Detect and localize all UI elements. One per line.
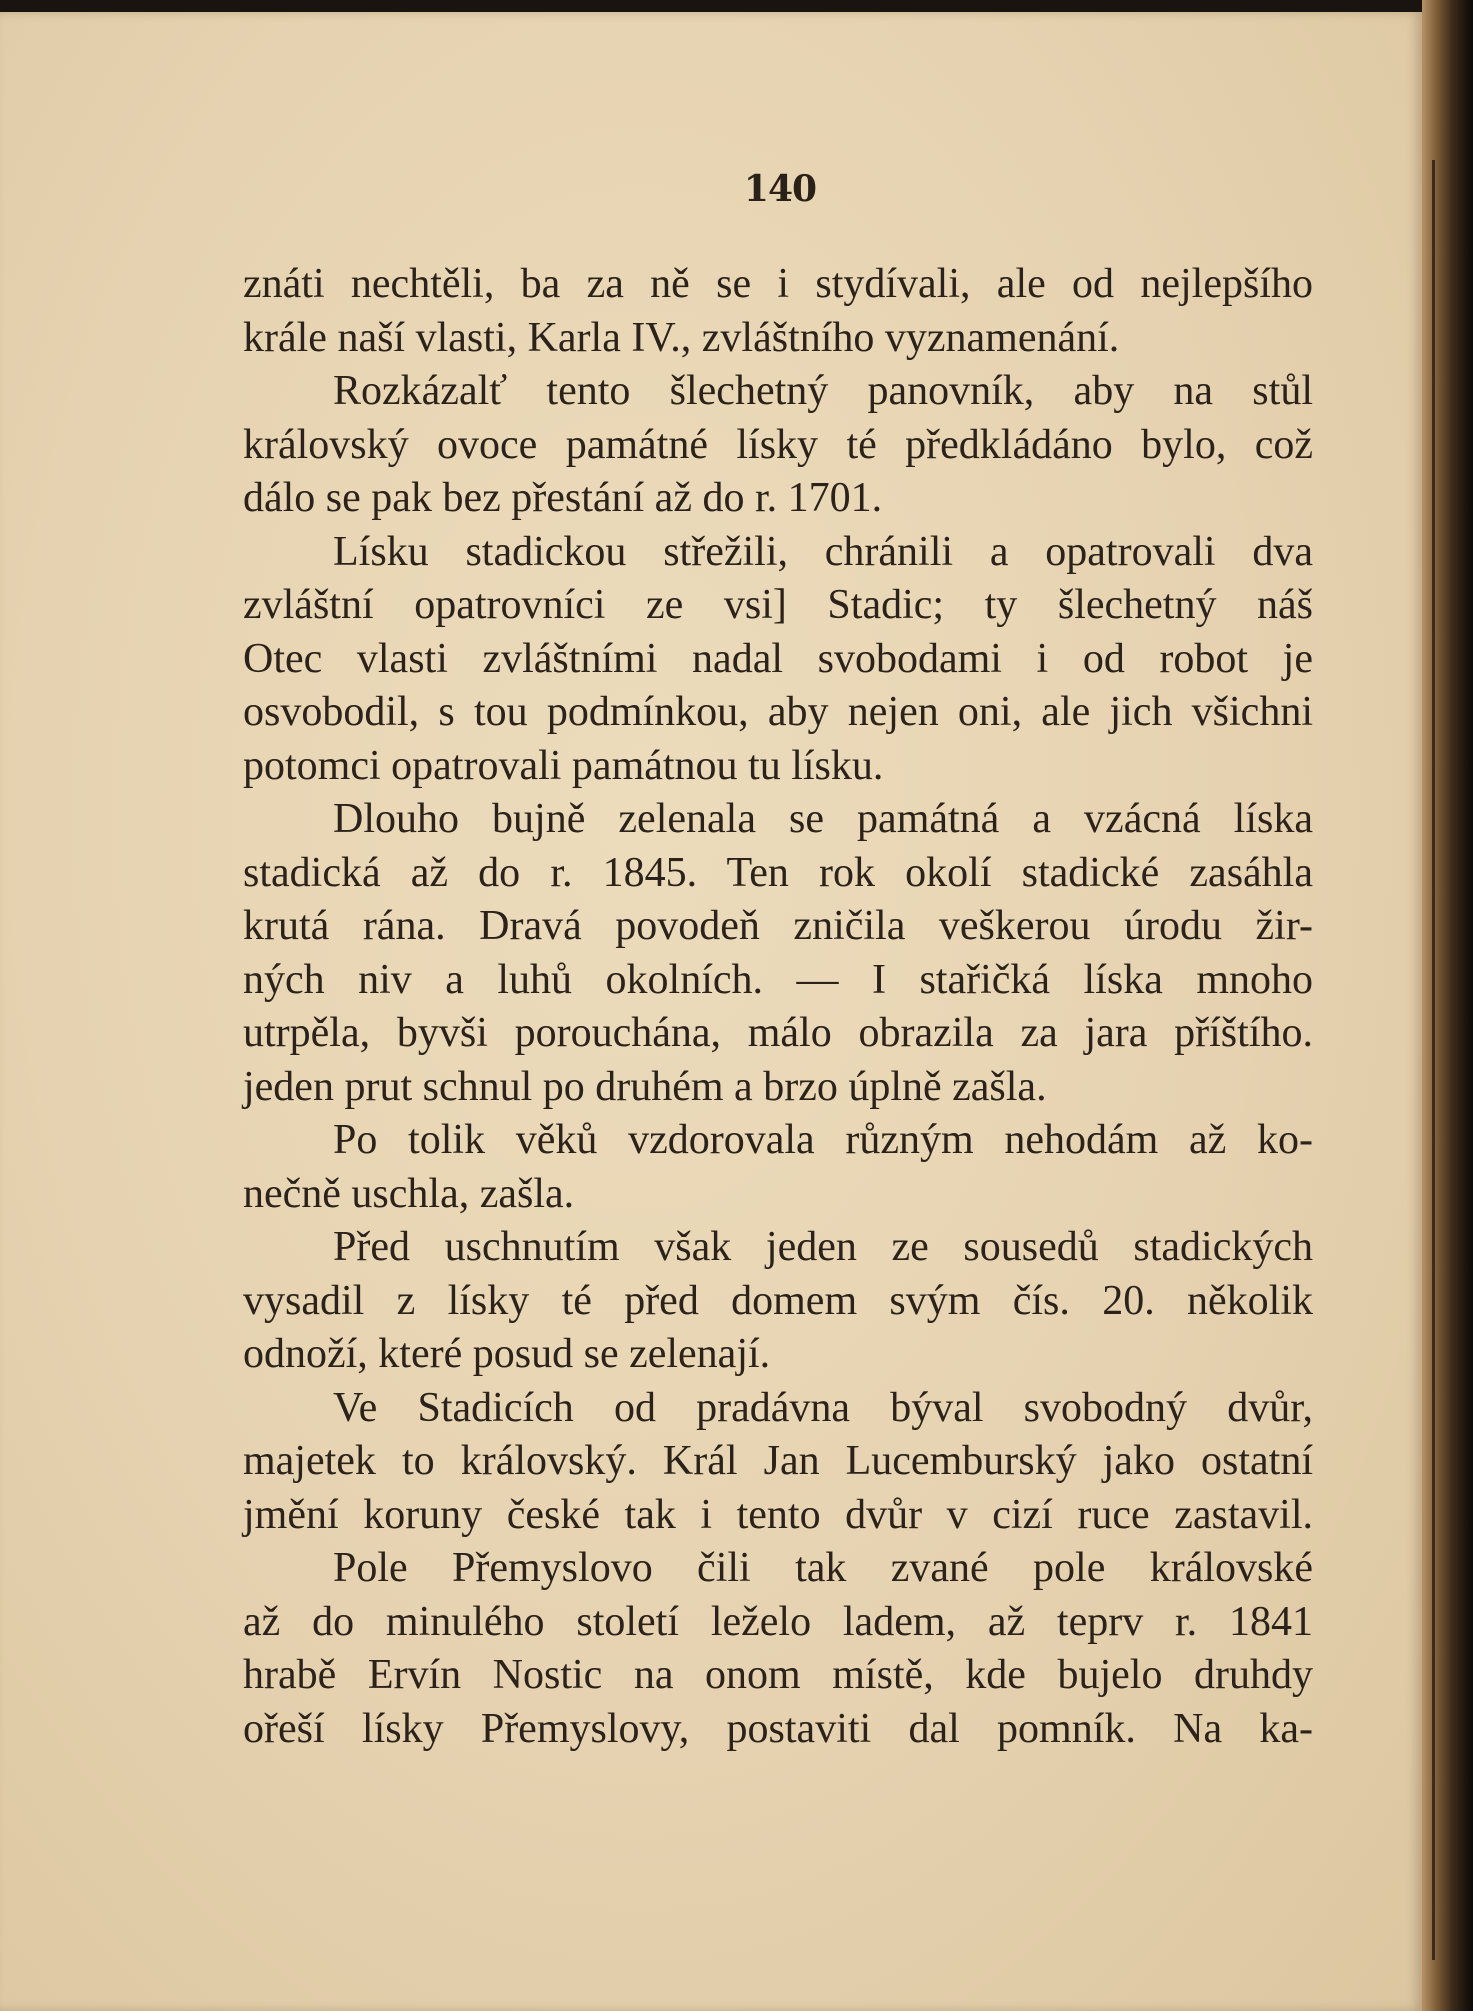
text-line: stadická až do r. 1845. Ten rok okolí stadické zasáhla bbox=[243, 849, 1313, 896]
page-number: 140 bbox=[743, 168, 817, 210]
text-line: hrabě Ervín Nostic na onom místě, kde bujelo druhdy bbox=[243, 1652, 1313, 1698]
text-line: majetek to královský. Král Jan Lucemburský jako ostatní bbox=[243, 1438, 1313, 1484]
text-line: Pole Přemyslovo čili tak zvané pole královské bbox=[333, 1545, 1313, 1591]
text-line: Před uschnutím však jeden ze sousedů stadických bbox=[333, 1224, 1313, 1270]
text-line: ořeší lísky Přemyslovy, postaviti dal pomník. Na ka- bbox=[243, 1705, 1313, 1752]
text-line: Ve Stadicích od pradávna býval svobodný dvůr, bbox=[333, 1384, 1313, 1431]
spine-edge bbox=[1432, 160, 1435, 1960]
text-line: Otec vlasti zvláštními nadal svobodami i od robot je bbox=[243, 635, 1313, 682]
text-line: Rozkázalť tento šlechetný panovník, aby na stůl bbox=[333, 368, 1313, 414]
body-text bbox=[243, 258, 1313, 1756]
text-line: až do minulého století leželo ladem, až teprv r. 1841 bbox=[243, 1598, 1313, 1645]
text-line: nečně uschla, zašla. bbox=[243, 1170, 575, 1217]
text-line: krutá rána. Dravá povodeň zničila veškerou úrodu žir- bbox=[243, 903, 1313, 949]
text-line: vysadil z lísky té před domem svým čís. 20. několik bbox=[243, 1277, 1313, 1324]
text-line: ných niv a luhů okolních. — I stařičká líska mnoho bbox=[243, 956, 1313, 1003]
text-line: jeden prut schnul po druhém a brzo úplně zašla. bbox=[243, 1063, 1047, 1110]
text-line: dálo se pak bez přestání až do r. 1701. bbox=[243, 475, 883, 521]
text-line: utrpěla, byvši porouchána, málo obrazila za jara příštího. bbox=[243, 1010, 1313, 1056]
text-line: potomci opatrovali památnou tu lísku. bbox=[243, 742, 884, 789]
text-line: jmění koruny české tak i tento dvůr v cizí ruce zastavil. bbox=[243, 1491, 1313, 1538]
text-line: Po tolik věků vzdorovala různým nehodám až ko- bbox=[333, 1117, 1313, 1163]
text-line: odnoží, které posud se zelenají. bbox=[243, 1331, 771, 1377]
text-line: zvláštní opatrovníci ze vsi] Stadic; ty šlechetný náš bbox=[243, 582, 1313, 628]
text-line: krále naší vlasti, Karla IV., zvláštního vyznamenání. bbox=[243, 314, 1120, 361]
text-line: Dlouho bujně zelenala se památná a vzácná líska bbox=[333, 796, 1313, 842]
book-spine bbox=[1422, 0, 1473, 2011]
text-line: znáti nechtěli, ba za ně se i stydívali, ale od nejlepšího bbox=[243, 261, 1313, 307]
text-line: osvobodil, s tou podmínkou, aby nejen oni, ale jich všichni bbox=[243, 689, 1313, 735]
text-line: Lísku stadickou střežili, chránili a opatrovali dva bbox=[333, 528, 1313, 575]
text-line: královský ovoce památné lísky té předkládáno bylo, což bbox=[243, 421, 1313, 468]
